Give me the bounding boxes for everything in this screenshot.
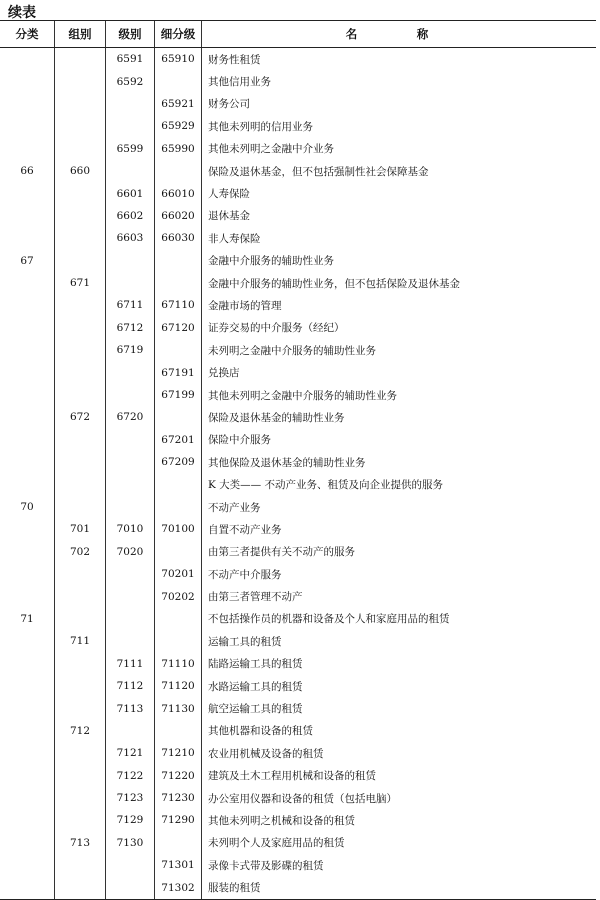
table-row	[0, 182, 596, 204]
sublevel-cell: 71120	[155, 675, 202, 697]
name-cell: 办公室用仪器和设备的租赁（包括电脑）	[202, 787, 597, 809]
group-cell	[55, 294, 106, 316]
sublevel-cell	[155, 608, 202, 630]
sublevel-cell	[155, 720, 202, 742]
group-cell	[55, 563, 106, 585]
table-row	[0, 138, 596, 160]
group-cell	[55, 473, 106, 495]
group-cell	[55, 742, 106, 764]
category-cell	[0, 93, 55, 115]
category-cell	[0, 339, 55, 361]
sublevel-cell: 66030	[155, 227, 202, 249]
level-cell	[106, 451, 155, 473]
table-row	[0, 294, 596, 316]
level-cell: 7111	[106, 653, 155, 675]
level-cell	[106, 272, 155, 294]
group-cell: 713	[55, 832, 106, 854]
sublevel-cell: 71210	[155, 742, 202, 764]
group-cell: 671	[55, 272, 106, 294]
name-cell: 录像卡式带及影碟的租赁	[202, 854, 597, 876]
table-row	[0, 451, 596, 473]
sublevel-cell: 71130	[155, 697, 202, 719]
name-cell: 建筑及土木工程用机械和设备的租赁	[202, 765, 597, 787]
category-cell	[0, 653, 55, 675]
sublevel-cell: 71110	[155, 653, 202, 675]
level-cell: 6601	[106, 182, 155, 204]
header-level: 级别	[106, 21, 155, 48]
category-cell	[0, 48, 55, 71]
table-row	[0, 406, 596, 428]
name-cell: 保险及退休基金的辅助性业务	[202, 406, 597, 428]
table-row	[0, 317, 596, 339]
table-row	[0, 697, 596, 719]
group-cell: 672	[55, 406, 106, 428]
category-cell	[0, 876, 55, 899]
sublevel-cell	[155, 473, 202, 495]
group-cell	[55, 93, 106, 115]
category-cell	[0, 742, 55, 764]
category-cell	[0, 787, 55, 809]
category-cell	[0, 361, 55, 383]
group-cell	[55, 205, 106, 227]
table-row	[0, 473, 596, 495]
header-category: 分类	[0, 21, 55, 48]
category-cell	[0, 720, 55, 742]
header-group: 组别	[55, 21, 106, 48]
category-cell	[0, 518, 55, 540]
group-cell	[55, 608, 106, 630]
name-cell: 服装的租赁	[202, 876, 597, 899]
name-cell: 其他机器和设备的租赁	[202, 720, 597, 742]
sublevel-cell: 67209	[155, 451, 202, 473]
level-cell	[106, 720, 155, 742]
name-cell: 陆路运输工具的租赁	[202, 653, 597, 675]
sublevel-cell: 67120	[155, 317, 202, 339]
group-cell	[55, 70, 106, 92]
category-cell	[0, 585, 55, 607]
group-cell	[55, 787, 106, 809]
sublevel-cell	[155, 272, 202, 294]
name-cell: 金融中介服务的辅助性业务	[202, 250, 597, 272]
level-cell: 6591	[106, 48, 155, 71]
group-cell	[55, 182, 106, 204]
category-cell	[0, 272, 55, 294]
sublevel-cell: 66020	[155, 205, 202, 227]
table-row	[0, 653, 596, 675]
name-cell: 金融市场的管理	[202, 294, 597, 316]
name-cell: 兑换店	[202, 361, 597, 383]
group-cell	[55, 317, 106, 339]
level-cell	[106, 429, 155, 451]
group-cell	[55, 585, 106, 607]
category-cell	[0, 205, 55, 227]
group-cell	[55, 384, 106, 406]
category-cell	[0, 765, 55, 787]
table-row	[0, 563, 596, 585]
table-row	[0, 160, 596, 182]
name-cell: 未列明之金融中介服务的辅助性业务	[202, 339, 597, 361]
level-cell	[106, 630, 155, 652]
category-cell: 66	[20, 165, 34, 178]
level-cell: 7122	[106, 765, 155, 787]
name-cell: 其他未列明之机械和设备的租赁	[202, 809, 597, 831]
name-cell: 不动产业务	[202, 496, 597, 518]
level-cell: 6599	[106, 138, 155, 160]
group-cell	[55, 653, 106, 675]
sublevel-cell: 67191	[155, 361, 202, 383]
table-row	[0, 205, 596, 227]
category-cell	[0, 832, 55, 854]
group-cell	[55, 809, 106, 831]
group-cell	[55, 138, 106, 160]
category-cell	[0, 429, 55, 451]
category-cell	[0, 451, 55, 473]
sublevel-cell: 67199	[155, 384, 202, 406]
name-cell: 保险中介服务	[202, 429, 597, 451]
table-row	[0, 361, 596, 383]
name-cell: 金融中介服务的辅助性业务，但不包括保险及退休基金	[202, 272, 597, 294]
sublevel-cell: 70202	[155, 585, 202, 607]
category-cell	[0, 115, 55, 137]
name-cell: 其他保险及退休基金的辅助性业务	[202, 451, 597, 473]
group-cell	[55, 227, 106, 249]
table-row	[0, 585, 596, 607]
group-cell	[55, 361, 106, 383]
table-row	[0, 496, 596, 518]
level-cell: 6712	[106, 317, 155, 339]
category-cell	[0, 473, 55, 495]
table-row	[0, 250, 596, 272]
category-cell	[0, 406, 55, 428]
category-cell	[0, 854, 55, 876]
table-row	[0, 339, 596, 361]
sublevel-cell: 65929	[155, 115, 202, 137]
sublevel-cell: 67110	[155, 294, 202, 316]
group-cell: 701	[55, 518, 106, 540]
level-cell	[106, 160, 155, 182]
name-cell: 水路运输工具的租赁	[202, 675, 597, 697]
group-cell	[55, 675, 106, 697]
sublevel-cell: 71290	[155, 809, 202, 831]
level-cell: 7123	[106, 787, 155, 809]
name-cell: 未列明个人及家庭用品的租赁	[202, 832, 597, 854]
name-cell: 其他未列明的信用业务	[202, 115, 597, 137]
level-cell: 6602	[106, 205, 155, 227]
sublevel-cell: 71220	[155, 765, 202, 787]
category-cell	[0, 809, 55, 831]
level-cell: 7129	[106, 809, 155, 831]
table-row	[0, 765, 596, 787]
group-cell	[55, 697, 106, 719]
sublevel-cell: 65921	[155, 93, 202, 115]
group-cell	[55, 48, 106, 71]
group-cell	[55, 339, 106, 361]
sublevel-cell	[155, 160, 202, 182]
name-cell: 由第三者提供有关不动产的服务	[202, 541, 597, 563]
group-cell: 660	[55, 160, 106, 182]
table-row	[0, 93, 596, 115]
table-row	[0, 48, 596, 71]
table-row	[0, 630, 596, 652]
level-cell: 7010	[106, 518, 155, 540]
level-cell	[106, 563, 155, 585]
sublevel-cell	[155, 541, 202, 563]
level-cell	[106, 115, 155, 137]
table-row	[0, 876, 596, 899]
name-cell: 财务公司	[202, 93, 597, 115]
table-header-row	[0, 21, 596, 48]
category-cell	[0, 697, 55, 719]
category-cell	[0, 384, 55, 406]
table-row	[0, 429, 596, 451]
group-cell	[55, 250, 106, 272]
table-row	[0, 854, 596, 876]
table-row	[0, 809, 596, 831]
sublevel-cell	[155, 496, 202, 518]
sublevel-cell: 71302	[155, 876, 202, 899]
category-cell	[0, 541, 55, 563]
level-cell	[106, 384, 155, 406]
sublevel-cell	[155, 630, 202, 652]
table-row	[0, 541, 596, 563]
category-cell	[0, 630, 55, 652]
level-cell: 6720	[106, 406, 155, 428]
name-cell: 财务性租赁	[202, 48, 597, 71]
level-cell: 6711	[106, 294, 155, 316]
level-cell	[106, 854, 155, 876]
level-cell: 7130	[106, 832, 155, 854]
level-cell: 6603	[106, 227, 155, 249]
table-row	[0, 608, 596, 630]
table-row	[0, 720, 596, 742]
level-cell	[106, 93, 155, 115]
name-cell: 不包括操作员的机器和设备及个人和家庭用品的租赁	[202, 608, 597, 630]
level-cell	[106, 473, 155, 495]
name-cell: 其他信用业务	[202, 70, 597, 92]
sublevel-cell: 67201	[155, 429, 202, 451]
group-cell	[55, 496, 106, 518]
level-cell	[106, 876, 155, 899]
sublevel-cell: 70100	[155, 518, 202, 540]
table-row	[0, 272, 596, 294]
table-row	[0, 742, 596, 764]
sublevel-cell: 66010	[155, 182, 202, 204]
level-cell: 7121	[106, 742, 155, 764]
category-cell	[0, 294, 55, 316]
header-sublevel: 细分级	[155, 21, 202, 48]
sublevel-cell	[155, 250, 202, 272]
table-row	[0, 70, 596, 92]
group-cell	[55, 765, 106, 787]
level-cell: 7113	[106, 697, 155, 719]
level-cell	[106, 361, 155, 383]
sublevel-cell	[155, 832, 202, 854]
sublevel-cell: 70201	[155, 563, 202, 585]
classification-table	[0, 20, 596, 900]
category-cell: 70	[20, 501, 34, 513]
level-cell	[106, 496, 155, 518]
page-title: 续表	[8, 5, 36, 21]
category-cell	[0, 138, 55, 160]
name-cell: 农业用机械及设备的租赁	[202, 742, 597, 764]
table-row	[0, 384, 596, 406]
name-cell: 人寿保险	[202, 182, 597, 204]
category-cell	[0, 317, 55, 339]
group-cell	[55, 429, 106, 451]
table-row	[0, 518, 596, 540]
group-cell	[55, 451, 106, 473]
name-cell: 不动产中介服务	[202, 563, 597, 585]
sublevel-cell	[155, 70, 202, 92]
group-cell: 712	[55, 720, 106, 742]
table-row	[0, 832, 596, 854]
sublevel-cell: 65910	[155, 48, 202, 71]
group-cell: 702	[55, 541, 106, 563]
category-cell: 71	[20, 612, 34, 625]
name-cell: 运输工具的租赁	[202, 630, 597, 652]
name-cell: 由第三者管理不动产	[202, 585, 597, 607]
name-cell: 退休基金	[202, 205, 597, 227]
table-row	[0, 787, 596, 809]
level-cell: 6719	[106, 339, 155, 361]
group-cell	[55, 115, 106, 137]
table-row	[0, 675, 596, 697]
sublevel-cell: 71301	[155, 854, 202, 876]
category-cell	[0, 70, 55, 92]
name-cell: 证券交易的中介服务（经纪）	[202, 317, 597, 339]
name-cell: 其他未列明之金融中介业务	[202, 138, 597, 160]
group-cell	[55, 854, 106, 876]
sublevel-cell	[155, 406, 202, 428]
category-cell	[0, 227, 55, 249]
group-cell: 711	[55, 630, 106, 652]
category-cell	[0, 563, 55, 585]
sublevel-cell: 71230	[155, 787, 202, 809]
group-cell	[55, 876, 106, 899]
category-cell	[0, 675, 55, 697]
name-cell: 航空运输工具的租赁	[202, 697, 597, 719]
sublevel-cell: 65990	[155, 138, 202, 160]
table-row	[0, 227, 596, 249]
table-row	[0, 115, 596, 137]
header-name: 名 称	[202, 21, 597, 48]
level-cell: 7112	[106, 675, 155, 697]
category-cell: 67	[20, 254, 34, 267]
table-body	[0, 48, 596, 900]
level-cell	[106, 250, 155, 272]
name-cell: 保险及退休基金，但不包括强制性社会保障基金	[202, 160, 597, 182]
name-cell: K 大类—— 不动产业务、租赁及向企业提供的服务	[202, 473, 597, 495]
sublevel-cell	[155, 339, 202, 361]
level-cell	[106, 585, 155, 607]
name-cell: 其他未列明之金融中介服务的辅助性业务	[202, 384, 597, 406]
name-cell: 自置不动产业务	[202, 518, 597, 540]
category-cell	[0, 182, 55, 204]
level-cell	[106, 608, 155, 630]
level-cell: 7020	[106, 541, 155, 563]
level-cell: 6592	[106, 70, 155, 92]
name-cell: 非人寿保险	[202, 227, 597, 249]
